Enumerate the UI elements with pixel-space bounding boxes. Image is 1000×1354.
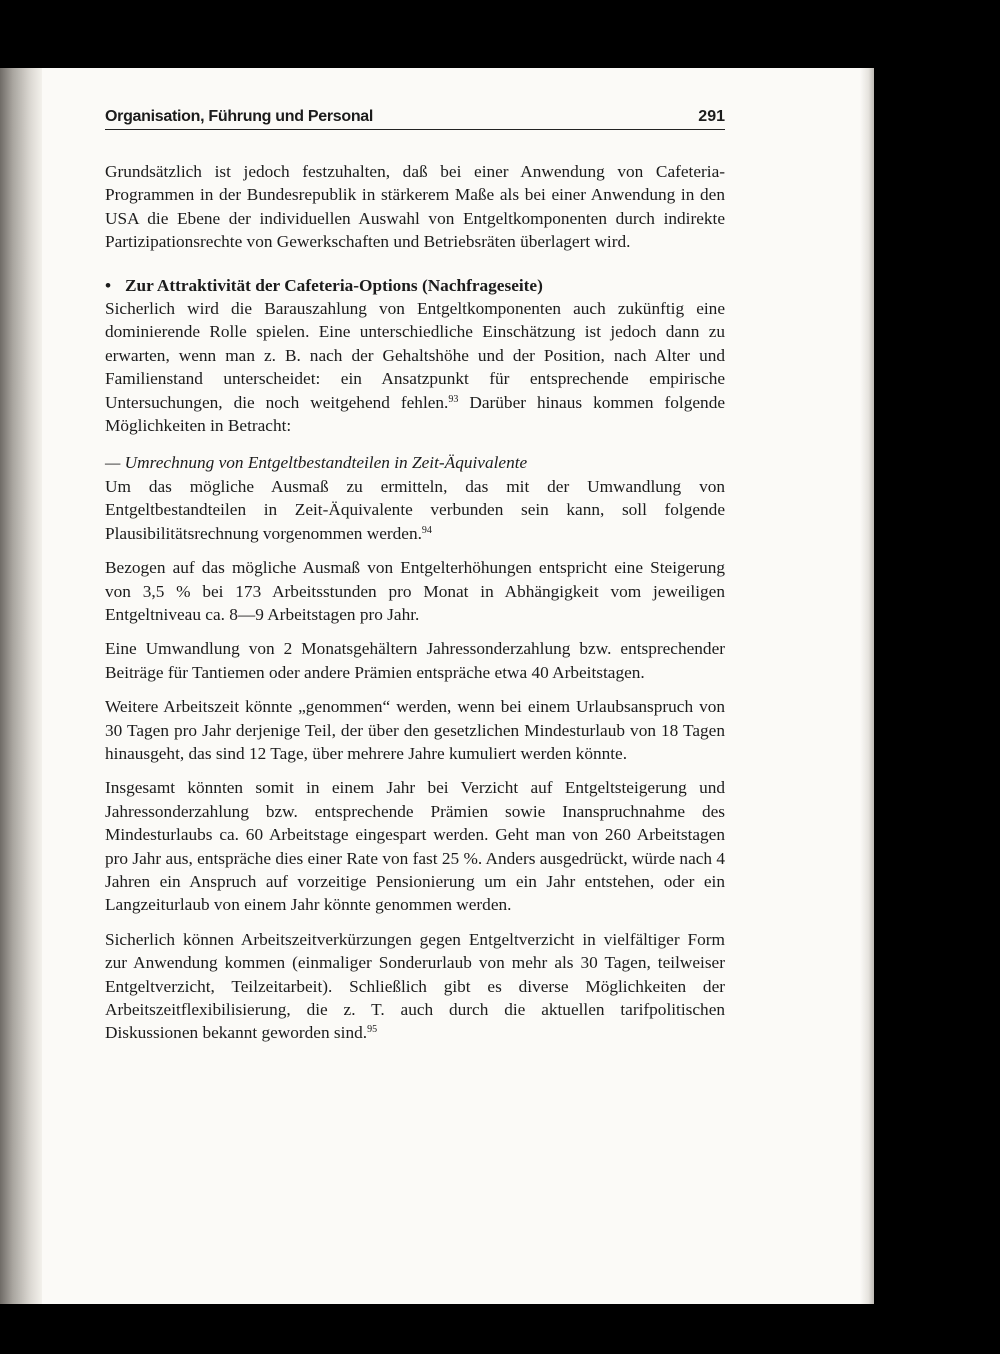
paragraph-6: Weitere Arbeitszeit könnte „genommen“ werden, wenn bei einem Urlaubsanspruch von 30 Tagen pro Jahr derjenige Teil, der über den gesetzlichen Mindesturlaub von 18 Tagen hinausgeht, das sind 12 Tage, über mehrere Jahre kumuliert werden könnte.	[105, 697, 725, 763]
paragraph-7: Insgesamt könnten somit in einem Jahr bei Verzicht auf Entgeltsteigerung und Jahressonderzahlung bzw. entsprechende Prämien sowie Inanspruchnahme des Mindesturlaubs ca. 60 Arbeitstage eingespart werden. Geht man von 260 Arbeitstagen pro Jahr aus, entspräche dies einer Rate von fast 25 %. Anders ausgedrückt, würde nach 4 Jahren ein Anspruch auf vorzeitige Pensionierung um ein Jahr entstehen, oder ein Langzeiturlaub von einem Jahr könnte genommen werden.	[105, 778, 726, 915]
paragraph-5: Eine Umwandlung von 2 Monatsgehältern Jahressonderzahlung bzw. entsprechender Beiträge für Tantiemen oder andere Prämien entspräche etwa 40 Arbeitstagen.	[105, 639, 725, 682]
paragraph-3	[105, 475, 725, 545]
page-number: 291	[698, 108, 725, 125]
paragraph-1: Grundsätzlich ist jedoch festzuhalten, daß bei einer Anwendung von Cafeteria-Programmen in der Bundesrepublik in stärkerem Maße als bei einer Anwendung in den USA die Ebene der individuellen Auswahl von Entgeltkomponenten durch indirekte Partizipationsrechte von Gewerkschaften und Betriebsräten überlagert wird.	[105, 162, 725, 252]
subheading: — Umrechnung von Entgeltbestandteilen in Zeit-Äquivalente	[105, 453, 528, 473]
running-header	[105, 105, 725, 130]
paragraph-3-text: Um das mögliche Ausmaß zu ermitteln, das mit der Umwandlung von Entgeltbestandteilen in Zeit-Äquivalente verbunden sein kann, soll folgende Plausibilitätsrechnung vorgenommen werden.	[105, 476, 725, 543]
paragraph-2	[105, 297, 725, 437]
running-title: Organisation, Führung und Personal	[105, 108, 374, 125]
paragraph-8-text: Sicherlich können Arbeitszeitverkürzungen gegen Entgeltverzicht in vielfältiger Form zur Anwendung kommen (einmaliger Sonderurlaub von mehr als 30 Tagen, teilweiser Entgeltverzicht, Teilzeitarbeit). Schließlich gibt es diverse Möglichkeiten der Arbeitszeitflexibilisierung, die z. T. auch durch die aktuellen tarifpolitischen Diskussionen bekannt geworden sind.	[105, 929, 725, 1043]
body-text	[105, 160, 725, 1056]
paragraph-2-text: Sicherlich wird die Barauszahlung von Entgeltkomponenten auch zukünftig eine dominierende Rolle spielen. Eine unterschiedliche Einschätzung ist jedoch dann zu erwarten, wenn man z. B. nach der Gehaltshöhe und der Position, nach Alter und Familienstand unterscheidet: ein Ansatzpunkt für entsprechende empirische Untersuchungen, die noch weitgehend fehlen.	[105, 299, 725, 412]
book-spine-shadow	[0, 68, 42, 1304]
paragraph-8	[105, 928, 725, 1045]
bullet-icon: •	[105, 275, 112, 295]
footnote-ref-95: 95	[367, 1024, 378, 1036]
footnote-ref-93: 93	[448, 393, 459, 405]
page-edge	[860, 68, 874, 1304]
paragraph-4: Bezogen auf das mögliche Ausmaß von Entgelterhöhungen entspricht eine Steigerung von 3,5 % bei 173 Arbeitsstunden pro Monat in Abhängigkeit vom jeweiligen Entgeltniveau ca. 8—9 Arbeitstagen pro Jahr.	[105, 558, 725, 624]
section-title: Zur Attraktivität der Cafeteria-Options (Nachfrageseite)	[125, 275, 543, 295]
paragraph-2-continuation: Darüber hinaus kommen folgende Möglichkeiten in Betracht:	[105, 392, 726, 436]
section-heading	[105, 274, 725, 297]
footnote-ref-94: 94	[421, 524, 432, 536]
